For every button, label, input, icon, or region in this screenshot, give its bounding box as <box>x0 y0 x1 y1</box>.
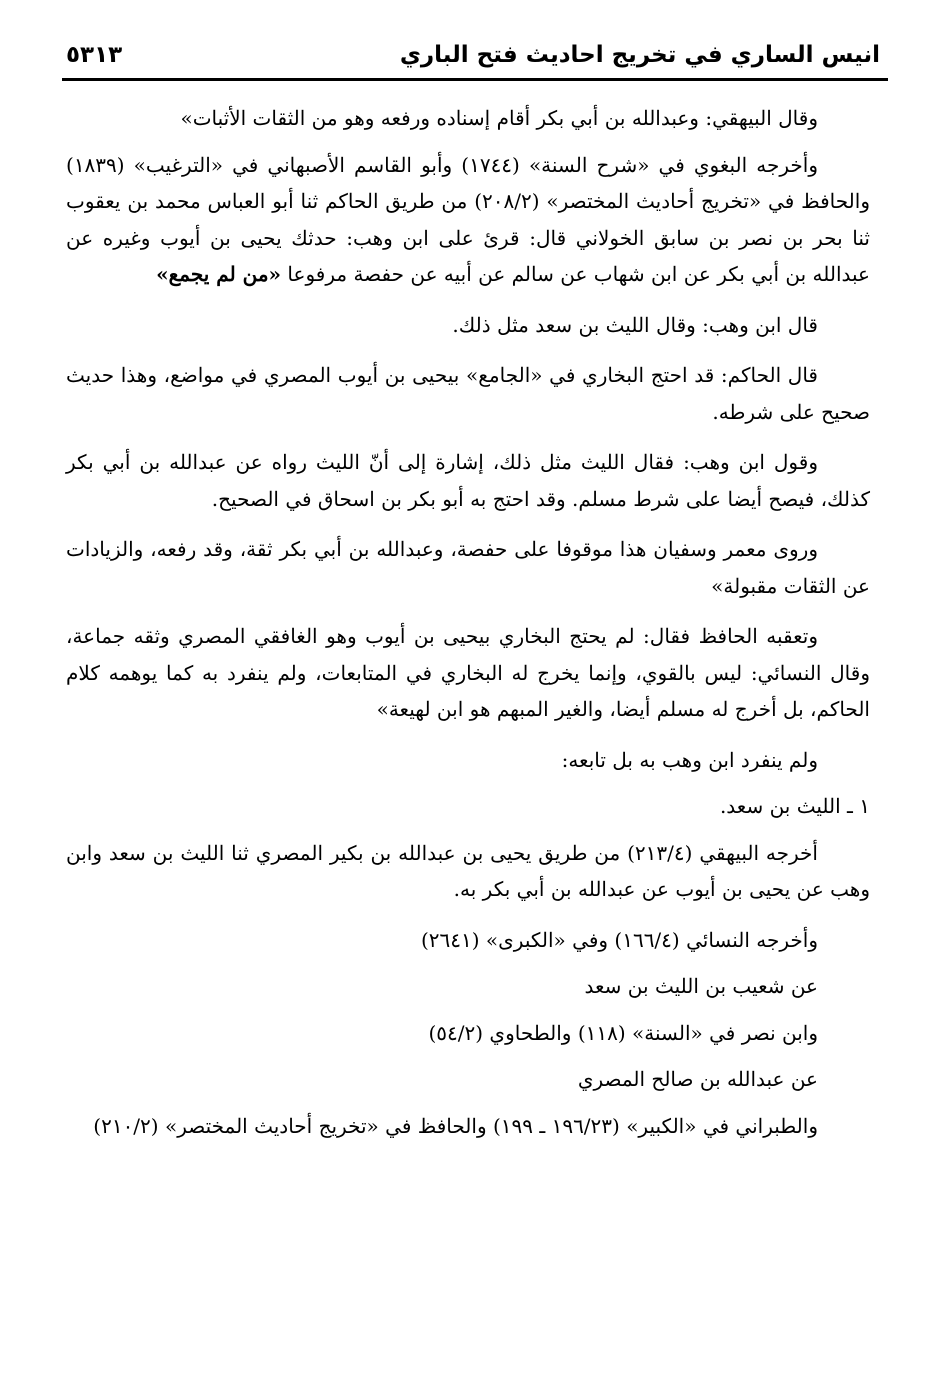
paragraph: قال الحاكم: قد احتج البخاري في «الجامع» بيحيى بن أيوب المصري في مواضع، وهذا حديث صحيح على شرطه. <box>66 363 870 424</box>
paragraph: أخرجه البيهقي (٢١٣/٤) من طريق يحيى بن عبدالله بن بكير المصري ثنا الليث بن سعد وابن وهب عن يحيى بن أيوب عن عبدالله بن أبي بكر به. <box>66 840 870 901</box>
list-item: ١ ـ الليث بن سعد. <box>719 794 870 818</box>
paragraph: وقال البيهقي: وعبدالله بن أبي بكر أقام إسناده ورفعه وهو من الثقات الأثبات» <box>180 106 818 130</box>
paragraph: وتعقبه الحافظ فقال: لم يحتج البخاري بيحيى بن أيوب وهو الغافقي المصري وثقه جماعة، وقال النسائي: ليس بالقوي، وإنما يخرج له البخاري في المتابعات، ولم ينفرد به كما يوهمه كلام الحاكم، بل أخرج له مسلم أيضا، والغير المبهم هو ابن لهيعة» <box>66 624 870 721</box>
page-number: ٥٣١٣ <box>66 42 123 68</box>
paragraph: وابن نصر في «السنة» (١١٨) والطحاوي (٥٤/٢) <box>428 1020 818 1045</box>
running-header <box>62 40 888 81</box>
paragraph: عن عبدالله بن صالح المصري <box>577 1067 818 1091</box>
paragraph: والطبراني في «الكبير» (١٩٦/٢٣ ـ ١٩٩) والحافظ في «تخريج أحاديث المختصر» (٢١٠/٢) <box>93 1113 818 1138</box>
paragraph: وأخرجه النسائي (١٦٦/٤) وفي «الكبرى» (٢٦٤١) <box>420 927 818 952</box>
book-title: انيس الساري في تخريج احاديث فتح الباري <box>399 42 880 68</box>
paragraph-text: وأخرجه البغوي في «شرح السنة» (١٧٤٤) وأبو القاسم الأصبهاني في «الترغيب» (١٨٣٩) والحافظ في «تخريج أحاديث المختصر» (٢٠٨/٢) من طريق الحاكم ثنا أبو العباس محمد بن يعقوب ثنا بحر بن نصر بن سابق الخولاني قال: قرئ على ابن وهب: حدثك يحيى بن أيوب وغيره عن عبدالله بن أبي بكر عن ابن شهاب عن سالم عن أبيه عن حفصة مرفوعا <box>66 152 870 286</box>
page-body <box>66 100 870 1158</box>
hadith-quote: «من لم يجمع» <box>156 262 282 286</box>
paragraph <box>66 147 870 293</box>
paragraph: وقول ابن وهب: فقال الليث مثل ذلك، إشارة إلى أنّ الليث رواه عن عبدالله بن أبي بكر كذلك، فيصح أيضا على شرط مسلم. وقد احتج به أبو بكر بن اسحاق في الصحيح. <box>66 450 870 511</box>
paragraph: قال ابن وهب: وقال الليث بن سعد مثل ذلك. <box>452 312 818 337</box>
paragraph: عن شعيب بن الليث بن سعد <box>584 974 818 998</box>
paragraph: ولم ينفرد ابن وهب به بل تابعه: <box>561 747 818 772</box>
paragraph: وروى معمر وسفيان هذا موقوفا على حفصة، وعبدالله بن أبي بكر ثقة، وقد رفعه، والزيادات عن الثقات مقبولة» <box>66 537 870 598</box>
